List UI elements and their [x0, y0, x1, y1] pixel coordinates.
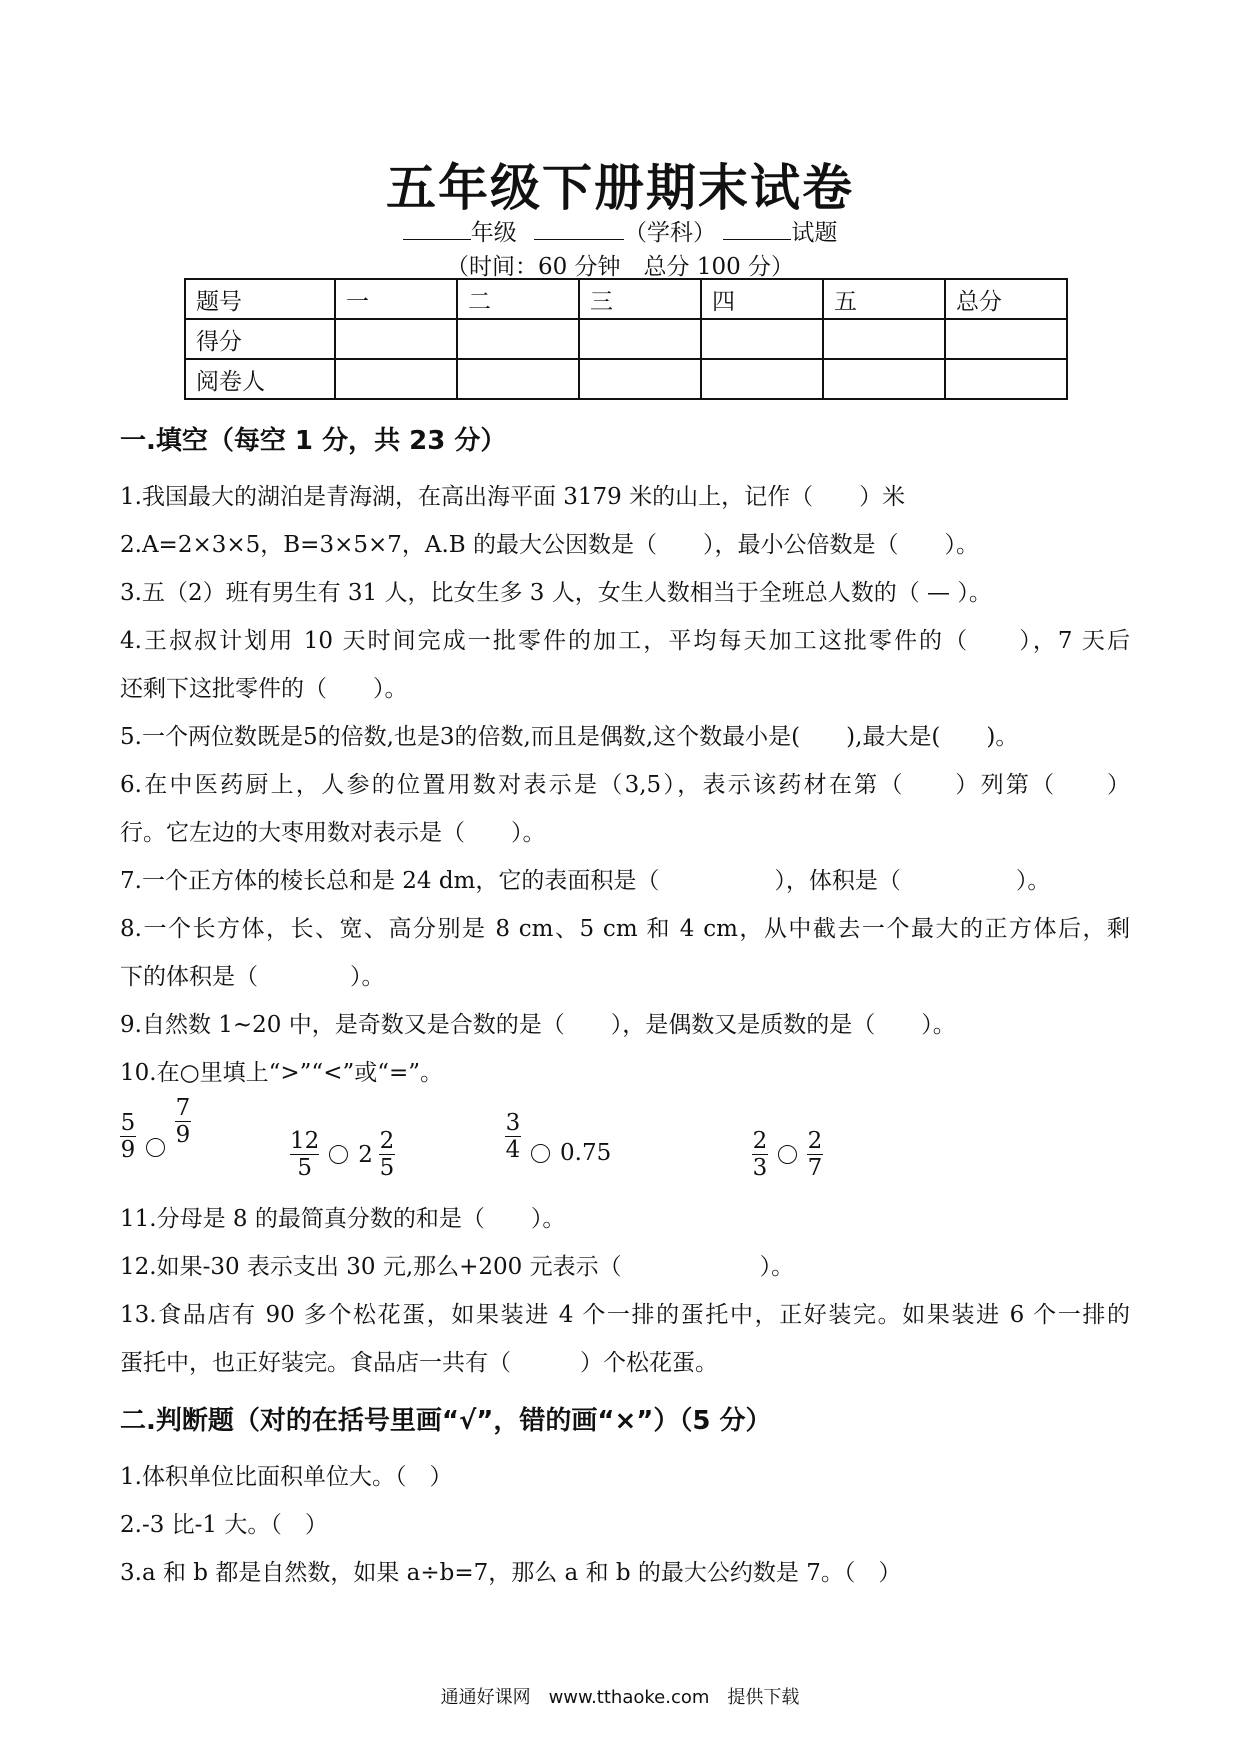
fraction [752, 1128, 768, 1181]
question-1-8-line1: 8.一个长方体，长、宽、高分别是 8 cm、5 cm 和 4 cm，从中截去一个最大的正方体后，剩 [120, 916, 1130, 942]
question-1-1: 1.我国最大的湖泊是青海湖，在高出海平面 3179 米的山上，记作（ ）米 [120, 484, 906, 510]
question-1-12: 12.如果-30 表示支出 30 元,那么+200 元表示（ ）。 [120, 1254, 795, 1280]
question-1-9: 9.自然数 1~20 中，是奇数又是合数的是（ ），是偶数又是质数的是（ ）。 [120, 1012, 956, 1038]
score-table [184, 278, 1068, 400]
numerator: 2 [379, 1128, 395, 1154]
score-header-cell: 二 [457, 279, 579, 319]
score-cell[interactable] [579, 319, 701, 359]
denominator: 4 [505, 1136, 521, 1163]
score-header-cell: 总分 [945, 279, 1067, 319]
score-header-cell: 题号 [185, 279, 335, 319]
question-1-4-line2: 还剩下这批零件的（ ）。 [120, 676, 408, 702]
compare-item-b [290, 1128, 395, 1181]
compare-item-d [752, 1128, 823, 1181]
question-1-7: 7.一个正方体的棱长总和是 24 dm，它的表面积是（ ），体积是（ ）。 [120, 868, 1051, 894]
compare-circle[interactable] [329, 1145, 348, 1164]
subject-label: （学科） [624, 220, 716, 246]
score-header-cell: 四 [701, 279, 823, 319]
score-row [185, 319, 1067, 359]
denominator: 5 [297, 1155, 312, 1181]
question-2-3: 3.a 和 b 都是自然数，如果 a÷b=7，那么 a 和 b 的最大公约数是 7。（ ） [120, 1560, 902, 1586]
grader-cell[interactable] [335, 359, 457, 399]
score-header-cell: 三 [579, 279, 701, 319]
compare-circle[interactable] [778, 1145, 797, 1164]
grader-cell[interactable] [579, 359, 701, 399]
fraction [505, 1110, 521, 1163]
numerator: 12 [290, 1128, 320, 1154]
score-table-header-row [185, 279, 1067, 319]
score-header-cell: 一 [335, 279, 457, 319]
fraction [379, 1128, 395, 1181]
question-1-13-line2: 蛋托中，也正好装完。食品店一共有（ ）个松花蛋。 [120, 1350, 718, 1376]
question-1-5: 5.一个两位数既是5的倍数,也是3的倍数,而且是偶数,这个数最小是( ),最大是( )。 [120, 724, 1019, 750]
score-cell[interactable] [457, 319, 579, 359]
grader-cell[interactable] [945, 359, 1067, 399]
score-cell[interactable] [945, 319, 1067, 359]
exam-blank[interactable] [723, 219, 791, 240]
denominator: 3 [752, 1155, 768, 1181]
compare-circle[interactable] [146, 1138, 165, 1157]
denominator: 5 [379, 1155, 395, 1181]
numerator: 2 [807, 1128, 823, 1154]
question-1-10: 10.在○里填上“>”“<”或“=”。 [120, 1060, 444, 1086]
question-1-2: 2.A=2×3×5，B=3×5×7，A.B 的最大公因数是（ ），最小公倍数是（ ）。 [120, 532, 980, 558]
question-1-4-line1: 4.王叔叔计划用 10 天时间完成一批零件的加工，平均每天加工这批零件的（ ），7 天后 [120, 628, 1130, 654]
compare-item-c [505, 1106, 611, 1166]
question-1-8-line2: 下的体积是（ ）。 [120, 964, 385, 990]
score-cell[interactable] [701, 319, 823, 359]
grade-label: 年级 [470, 220, 517, 246]
question-1-3: 3.五（2）班有男生有 31 人，比女生多 3 人，女生人数相当于全班总人数的（ — ）。 [120, 580, 992, 606]
numerator: 5 [120, 1110, 136, 1136]
fraction [807, 1128, 823, 1181]
question-1-6-line2: 行。它左边的大枣用数对表示是（ ）。 [120, 820, 546, 846]
fraction [175, 1095, 191, 1148]
question-2-2: 2.-3 比-1 大。（ ） [120, 1512, 328, 1538]
score-header-cell: 五 [823, 279, 945, 319]
numerator: 2 [752, 1128, 768, 1154]
question-2-1: 1.体积单位比面积单位大。（ ） [120, 1464, 453, 1490]
score-cell[interactable] [823, 319, 945, 359]
question-1-11: 11.分母是 8 的最简真分数的和是（ ）。 [120, 1206, 566, 1232]
denominator: 9 [120, 1137, 136, 1163]
grader-cell[interactable] [701, 359, 823, 399]
compare-circle[interactable] [531, 1144, 550, 1163]
decimal-value: 0.75 [560, 1140, 612, 1166]
question-1-13-line1: 13.食品店有 90 多个松花蛋，如果装进 4 个一排的蛋托中，正好装完。如果装进 6 个一排的 [120, 1302, 1130, 1328]
footer-credit: 通通好课网 www.tthaoke.com 提供下载 [440, 1687, 800, 1708]
subject-blank[interactable] [534, 219, 624, 240]
compare-item-a [120, 1095, 191, 1163]
grader-cell[interactable] [457, 359, 579, 399]
section1-heading: 一.填空（每空 1 分，共 23 分） [120, 426, 507, 456]
fraction [120, 1110, 136, 1163]
score-row-label: 得分 [185, 319, 335, 359]
numerator: 7 [175, 1095, 191, 1121]
time-info: （时间：60 分钟 总分 100 分） [445, 254, 795, 280]
exam-title: 五年级下册期末试卷 [386, 159, 854, 217]
exam-label: 试题 [791, 220, 838, 246]
grade-blank[interactable] [403, 219, 471, 240]
score-cell[interactable] [335, 319, 457, 359]
section2-heading: 二.判断题（对的在括号里画“√”，错的画“×”）（5 分） [120, 1406, 772, 1436]
question-1-6-line1: 6.在中医药厨上，人参的位置用数对表示是（3,5），表示该药材在第（ ）列第（ ） [120, 772, 1130, 798]
grader-cell[interactable] [823, 359, 945, 399]
denominator: 7 [807, 1155, 823, 1181]
numerator: 3 [505, 1109, 521, 1136]
fraction [290, 1128, 319, 1181]
denominator: 9 [175, 1122, 191, 1148]
grader-row [185, 359, 1067, 399]
grader-row-label: 阅卷人 [185, 359, 335, 399]
whole-number: 2 [358, 1141, 373, 1168]
exam-info-line [0, 214, 1240, 247]
